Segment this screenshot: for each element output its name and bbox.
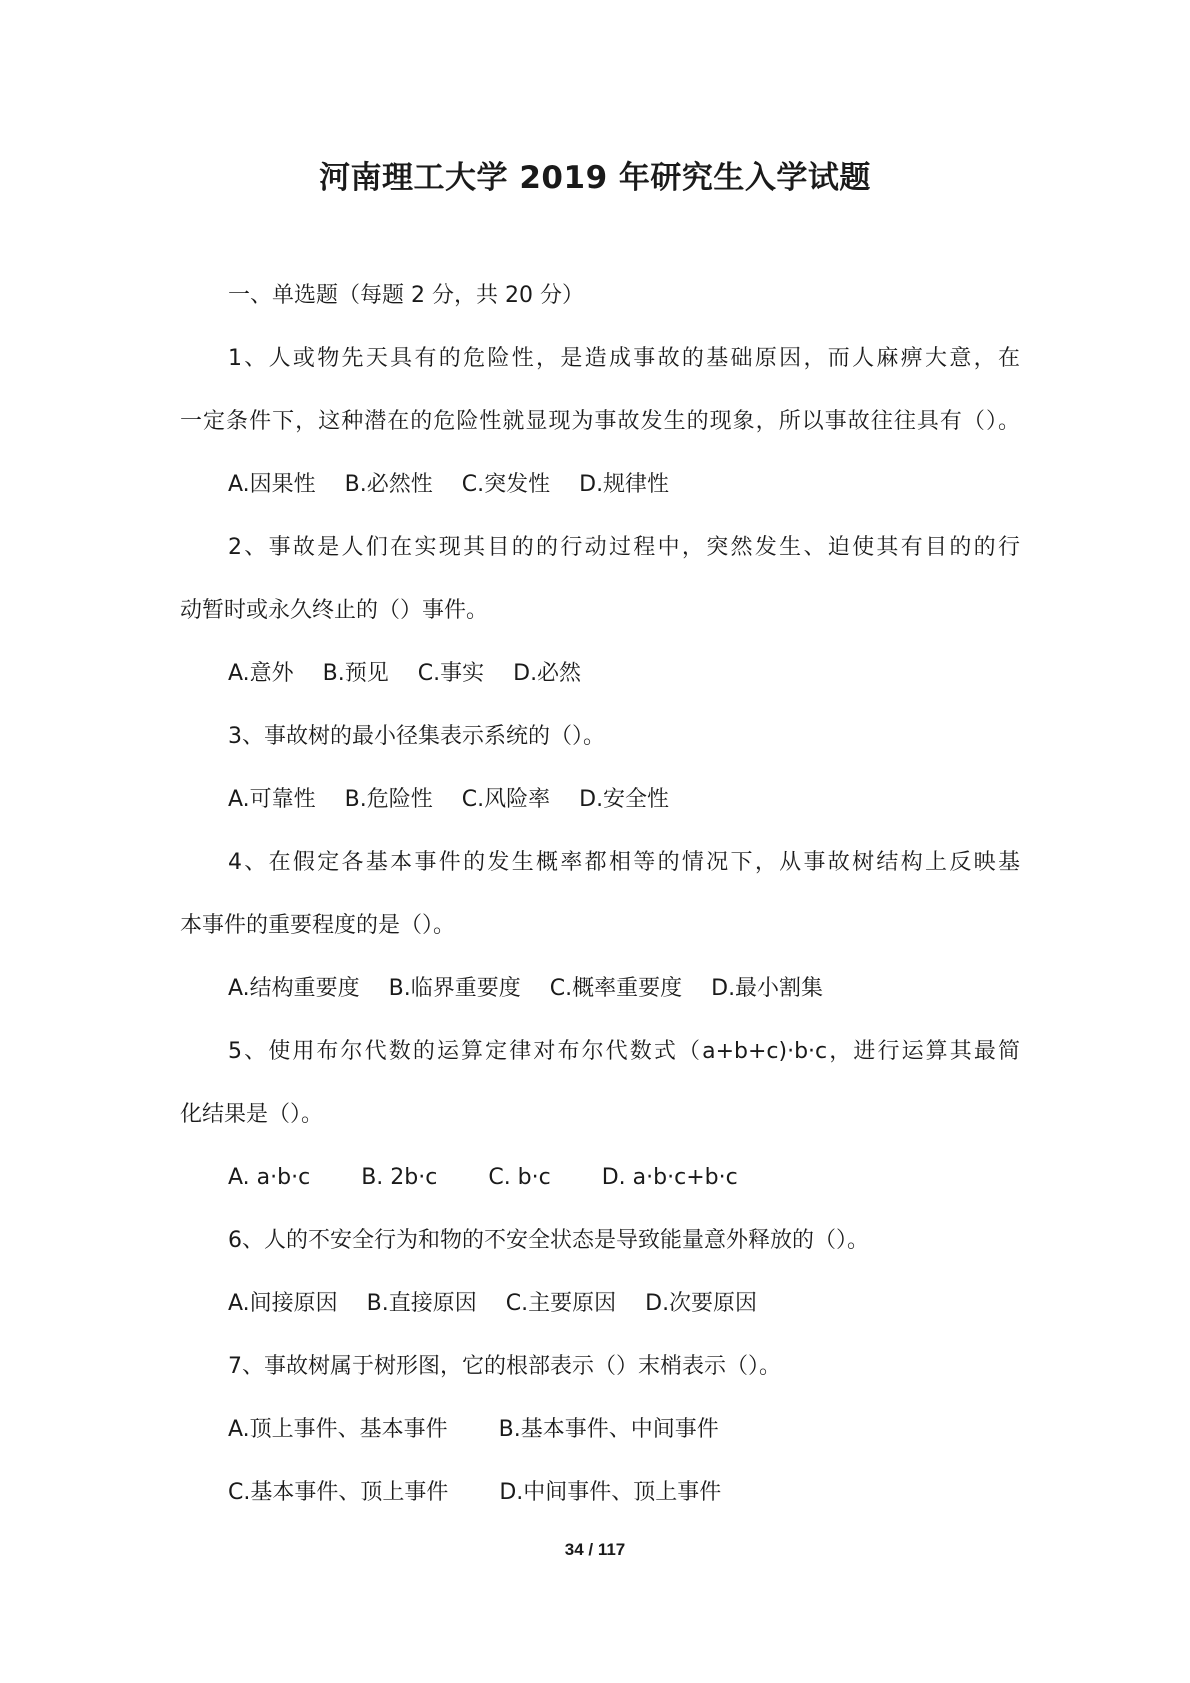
option-b: B.危险性 (344, 787, 433, 812)
option-d: D. a·b·c+b·c (601, 1165, 738, 1190)
question-3-line-1: 3、事故树的最小径集表示系统的（）。 (228, 724, 605, 749)
question-1-options (180, 453, 1020, 516)
option-b: B.必然性 (344, 472, 433, 497)
option-c: C.主要原因 (505, 1291, 617, 1316)
option-a: A.间接原因 (228, 1291, 338, 1316)
question-2-options (180, 642, 1020, 705)
question-5-options (180, 1146, 1020, 1209)
question-7-options-row-1 (180, 1398, 1020, 1461)
question-content (180, 264, 1020, 1524)
option-d: D.次要原因 (645, 1291, 758, 1316)
question-4-line-1: 4、在假定各基本事件的发生概率都相等的情况下，从事故树结构上反映基 (228, 850, 1020, 875)
option-a: A.意外 (228, 661, 294, 686)
option-b: B.直接原因 (366, 1291, 477, 1316)
question-3-options (180, 768, 1020, 831)
option-b: B. 2b·c (361, 1165, 438, 1190)
option-d: D.必然 (513, 661, 582, 686)
page-number: 34 / 117 (564, 1540, 626, 1559)
question-6-options (180, 1272, 1020, 1335)
option-c: C. b·c (488, 1165, 551, 1190)
question-6-line-1: 6、人的不安全行为和物的不安全状态是导致能量意外释放的（）。 (228, 1228, 869, 1253)
option-c: C.概率重要度 (549, 976, 683, 1001)
question-2-line-2: 动暂时或永久终止的（）事件。 (180, 598, 489, 623)
option-b: B.临界重要度 (388, 976, 521, 1001)
question-1-line-1: 1、人或物先天具有的危险性，是造成事故的基础原因，而人麻痹大意，在 (228, 346, 1020, 371)
option-d: D.安全性 (579, 787, 670, 812)
question-7-line-1: 7、事故树属于树形图，它的根部表示（）末梢表示（）。 (228, 1354, 781, 1379)
option-a: A. a·b·c (228, 1165, 311, 1190)
section-heading: 一、单选题（每题 2 分，共 20 分） (228, 283, 584, 308)
option-a: A.可靠性 (228, 787, 316, 812)
option-c: C.基本事件、顶上事件 (228, 1480, 449, 1505)
page-title: 河南理工大学 2019 年研究生入学试题 (319, 160, 871, 196)
question-2-line-1: 2、事故是人们在实现其目的的行动过程中，突然发生、迫使其有目的的行 (228, 535, 1020, 560)
option-d: D.最小割集 (711, 976, 824, 1001)
option-a: A.因果性 (228, 472, 316, 497)
question-4-options (180, 957, 1020, 1020)
question-1-line-2: 一定条件下，这种潜在的危险性就显现为事故发生的现象，所以事故往往具有（）。 (180, 409, 1020, 434)
question-5-line-1: 5、使用布尔代数的运算定律对布尔代数式（a+b+c)·b·c，进行运算其最简 (228, 1039, 1020, 1064)
question-5-line-2: 化结果是（）。 (180, 1102, 324, 1127)
option-c: C.事实 (417, 661, 485, 686)
option-c: C.突发性 (461, 472, 551, 497)
option-a: A.结构重要度 (228, 976, 360, 1001)
option-d: D.规律性 (579, 472, 670, 497)
option-a: A.顶上事件、基本事件 (228, 1417, 448, 1442)
question-4-line-2: 本事件的重要程度的是（）。 (180, 913, 456, 938)
option-b: B.基本事件、中间事件 (498, 1417, 719, 1442)
option-d: D.中间事件、顶上事件 (499, 1480, 722, 1505)
option-b: B.预见 (322, 661, 389, 686)
option-c: C.风险率 (461, 787, 551, 812)
question-7-options-row-2 (180, 1461, 1020, 1524)
